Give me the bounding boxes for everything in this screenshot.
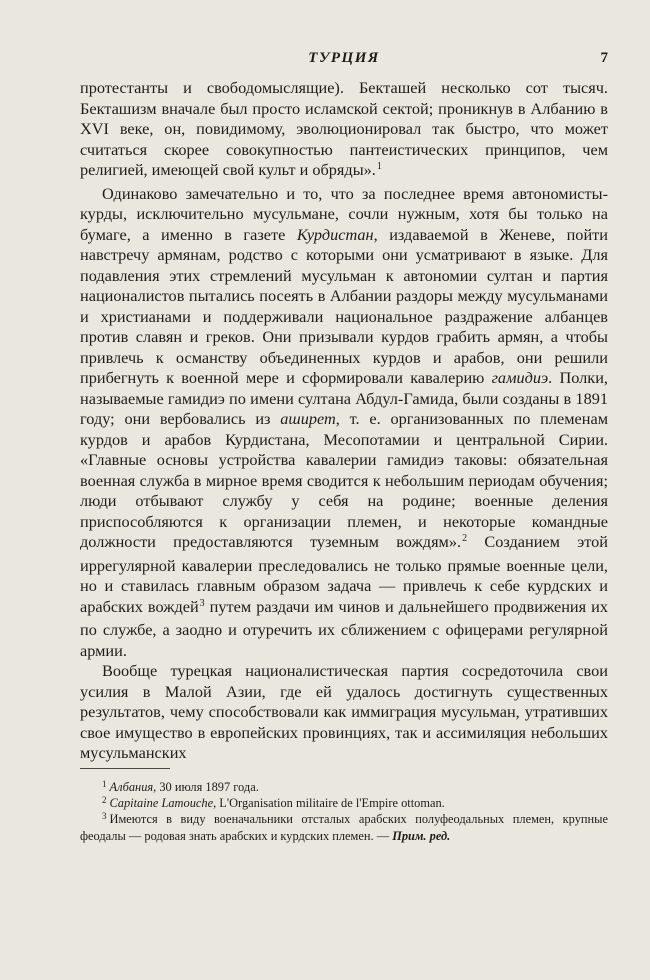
- running-title: ТУРЦИЯ: [308, 50, 380, 66]
- footnote-number: 2: [102, 795, 107, 806]
- footnote-text: , L'Organisation militaire de l'Empire ottoman.: [213, 796, 445, 811]
- footnote-1: [80, 780, 608, 796]
- main-text: [80, 78, 608, 764]
- footnote-ref-1: 1: [376, 161, 382, 172]
- footnote-source: Албания: [109, 780, 154, 794]
- editor-note: Прим. ред.: [392, 828, 451, 843]
- footnote-source: Capitaine Lamouche: [109, 796, 214, 811]
- footnote-text: , 30 июля 1897 года.: [153, 780, 259, 794]
- footnote-ref-3: 3: [199, 597, 205, 609]
- footnote-text: Имеются в виду военачальники отсталых арабских полуфеодальных племен, крупные феодалы — родовая знать арабских и курдских племен. —: [80, 812, 608, 843]
- footnote-ref-2: 2: [462, 533, 468, 544]
- paragraph-1: [80, 78, 608, 184]
- footnote-divider: [80, 768, 170, 769]
- footnote-2: [80, 796, 608, 812]
- footnote-3: [80, 812, 608, 843]
- paragraph-2-text-e: Созданием этой иррегулярной кавалерии преследовались не только прямые военные цели, но и ставилась главным образом задача — привлечь к себе курдских и арабских вождей: [80, 532, 608, 616]
- paragraph-2: [80, 184, 608, 662]
- paragraph-2-text-c: . Полки, называемые гамидиэ по имени султана Абдул-Гамида, были созданы в 1891 году; они вербовались из: [80, 368, 608, 428]
- term-hamidie: гамидиэ: [491, 368, 549, 387]
- paragraph-2-text-b: , издаваемой в Женеве, пойти навстречу армянам, родство с которыми они усматривают в языке. Для подавления этих стремлений мусульман к автономии султан и партия националистов пытались посеять в Албании раздоры между мусульманами и христианами и поддерживали национальное раздражение албанцев против славян и греков. Они призывали курдов грабить армян, а чтобы привлечь к османству объединенных курдов и арабов, они решили прибегнуть к военной мере и сформировали кавалерию: [80, 224, 608, 387]
- page-header: [80, 50, 608, 74]
- paragraph-3: [80, 661, 608, 764]
- paragraph-2-text-f: путем раздачи им чинов и дальнейшего продвижения их по службе, а заодно и отуречить их сближением с офицерами регулярной армии.: [80, 596, 608, 660]
- term-kurdistan: Курдистан: [296, 224, 374, 244]
- footnotes: [80, 780, 608, 844]
- term-ashiret: аширет: [280, 409, 336, 428]
- footnote-number: 3: [102, 811, 107, 822]
- paragraph-2-text-d: , т. е. организованных по племенам курдов и арабов Курдистана, Месопотамии и центральной Сирии. «Главные основы устройства кавалерии гамидиэ таковы: обязательная военная служба в мирное время сводится к небольшим периодам обучения; люди отбывают службу у себя на родине; военные деления приспособляются к организации племен, и некоторые командные должности предоставляются туземным вождям».: [80, 409, 608, 551]
- footnote-number: 1: [102, 779, 107, 789]
- page-number: 7: [600, 50, 608, 66]
- paragraph-1-text: протестанты и свободомыслящие). Бекташей несколько сот тысяч. Бекташизм вначале был просто исламской сектой; проникнув в Албанию в XVI веке, он, повидимому, эволюционировал так быстро, что может считаться скорее совокупностью пантеистических принципов, чем религией, имеющей свой культ и обряды».: [80, 78, 608, 179]
- paragraph-2-text-a: Одинаково замечательно и то, что за последнее время автономисты-курды, исключительно мусульмане, сочли нужным, хотя бы только на бумаге, а именно в газете: [80, 183, 608, 244]
- paragraph-3-text: Вообще турецкая националистическая партия сосредоточила свои усилия в Малой Азии, где ей удалось достигнуть существенных результатов, чему способствовали как иммиграция мусульман, утративших свое имущество в европейских провинциях, так и ассимиляция небольших мусульманских: [80, 661, 608, 762]
